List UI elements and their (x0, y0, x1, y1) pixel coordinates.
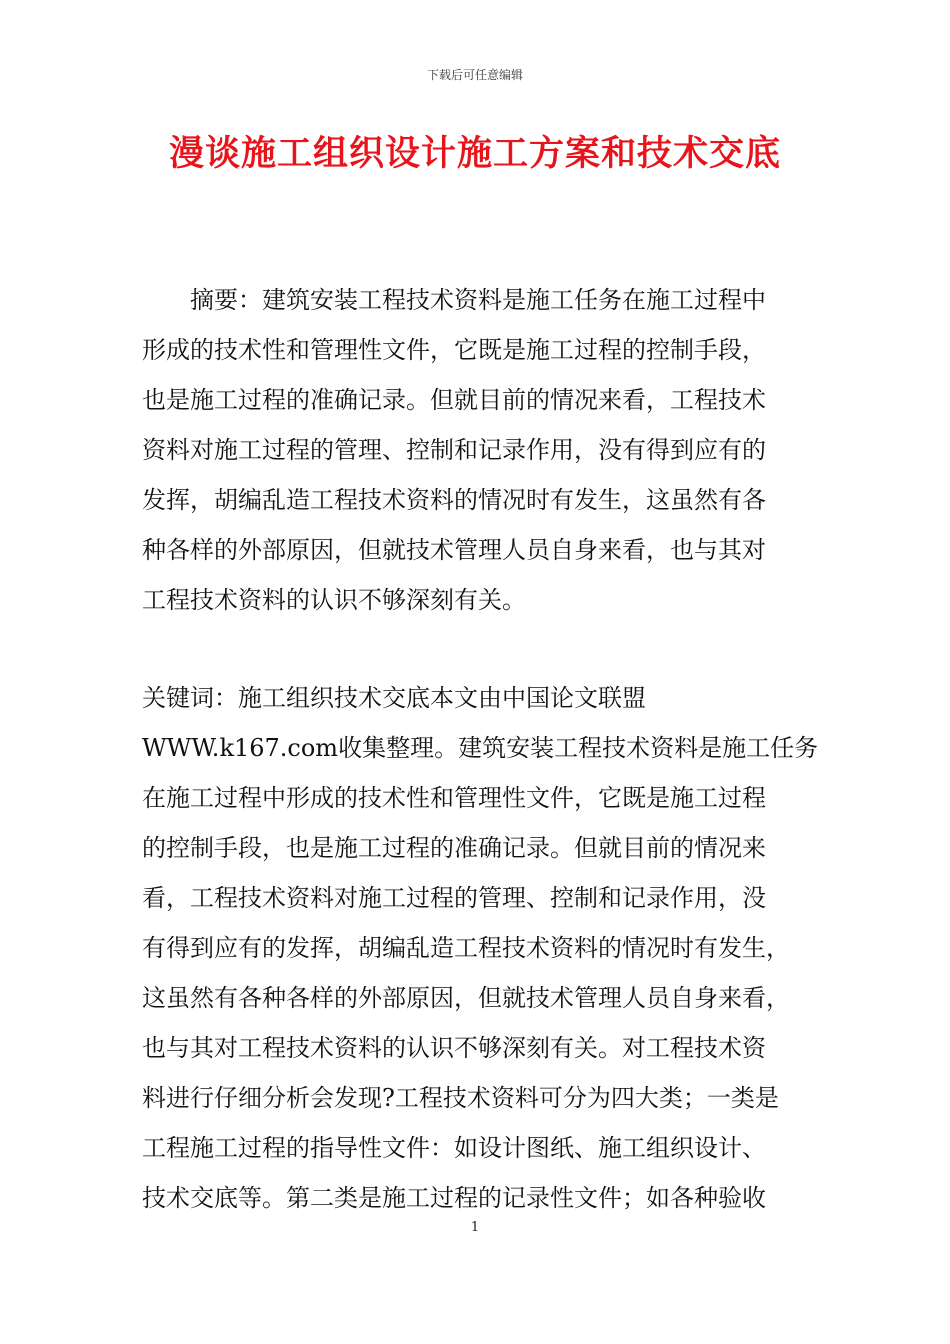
body-line: 料进行仔细分析会发现?工程技术资料可分为四大类；一类是 (142, 1084, 779, 1112)
abstract-line: 摘要：建筑安装工程技术资料是施工任务在施工过程中 (142, 286, 766, 314)
body-paragraph (142, 673, 818, 1223)
abstract-line: 资料对施工过程的管理、控制和记录作用，没有得到应有的 (142, 436, 766, 464)
body-line: 的控制手段，也是施工过程的准确记录。但就目前的情况来 (142, 834, 766, 862)
body-line: 这虽然有各种各样的外部原因，但就技术管理人员自身来看， (142, 984, 790, 1012)
abstract-line: 种各样的外部原因，但就技术管理人员自身来看，也与其对 (142, 536, 766, 564)
document-title: 漫谈施工组织设计施工方案和技术交底 (168, 134, 781, 174)
abstract-line: 发挥，胡编乱造工程技术资料的情况时有发生，这虽然有各 (142, 486, 766, 514)
body-line: 有得到应有的发挥，胡编乱造工程技术资料的情况时有发生， (142, 934, 790, 962)
body-line: 工程施工过程的指导性文件：如设计图纸、施工组织设计、 (142, 1134, 766, 1162)
abstract-line: 形成的技术性和管理性文件，它既是施工过程的控制手段， (142, 336, 766, 364)
header-note: 下载后可任意编辑 (426, 68, 523, 82)
abstract-line: 工程技术资料的认识不够深刻有关。 (142, 586, 526, 614)
body-line: 在施工过程中形成的技术性和管理性文件，它既是施工过程 (142, 784, 766, 812)
body-line: 技术交底等。第二类是施工过程的记录性文件；如各种验收 (142, 1184, 766, 1212)
body-line: WWW.k167.com收集整理。建筑安装工程技术资料是施工任务 (142, 734, 819, 762)
page-number: 1 (470, 1220, 480, 1235)
body-line: 也与其对工程技术资料的认识不够深刻有关。对工程技术资 (142, 1034, 766, 1062)
keywords-line: 关键词：施工组织技术交底本文由中国论文联盟 (142, 684, 646, 712)
abstract-line: 也是施工过程的准确记录。但就目前的情况来看，工程技术 (142, 386, 766, 414)
body-line: 看，工程技术资料对施工过程的管理、控制和记录作用，没 (142, 884, 766, 912)
abstract-paragraph (142, 275, 818, 625)
